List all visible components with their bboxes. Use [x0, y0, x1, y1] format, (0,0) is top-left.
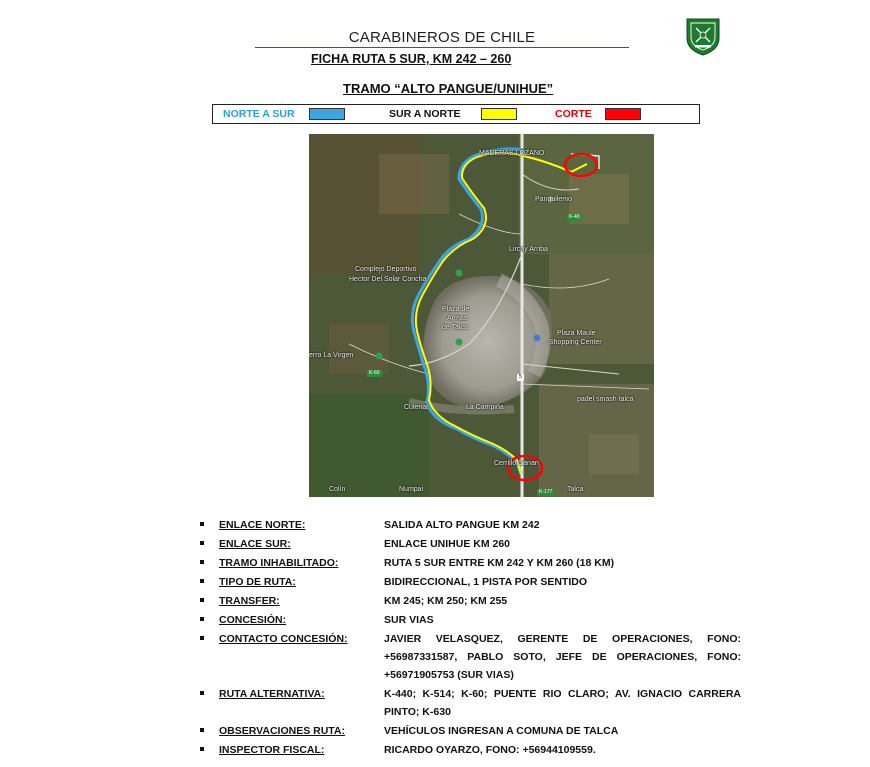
legend-label-norte-a-sur: NORTE A SUR [223, 108, 295, 120]
organization-title: CARABINEROS DE CHILE [348, 29, 536, 46]
map-label-panguilemo: Panguilemo [535, 196, 572, 203]
detail-value: ENLACE UNIHUE KM 260 [384, 538, 511, 550]
map-label-numpai: Numpai [399, 486, 424, 493]
detail-label: RUTA ALTERNATIVA: [219, 688, 325, 700]
header-divider [255, 47, 629, 48]
legend-swatch-sur-a-norte [481, 108, 517, 120]
map-label-cerrillo-canan: Cerrillo Canan [494, 460, 539, 467]
detail-label: CONTACTO CONCESIÓN: [219, 633, 348, 645]
map-label-colin: Colín [329, 486, 346, 493]
detail-value: VEHÍCULOS INGRESAN A COMUNA DE TALCA [384, 725, 619, 737]
detail-value: JAVIER VELASQUEZ, GERENTE DE OPERACIONES, FONO: +56987331587, PABLO SOTO, JEFE DE OPERACIONES, FONO: +56971905753 (SUR VIAS) [384, 633, 741, 681]
legend-swatch-norte-a-sur [309, 108, 345, 120]
detail-label: TRANSFER: [219, 595, 280, 607]
detail-value: KM 245; KM 250; KM 255 [384, 595, 508, 607]
section-title: TRAMO “ALTO PANGUE/UNIHUE” [343, 81, 554, 96]
map-label-plaza-maule: Plaza Maule [557, 330, 596, 337]
carabineros-badge-icon [684, 16, 722, 56]
route-map [309, 134, 654, 497]
detail-label: TIPO DE RUTA: [219, 576, 296, 588]
legend-label-sur-a-norte: SUR A NORTE [389, 108, 461, 120]
road-tag-k177: K-177 [539, 489, 553, 495]
bullet-icon [200, 728, 204, 732]
satellite-map-image [309, 134, 654, 497]
road-tag-k60: K-60 [369, 370, 380, 376]
bullet-icon [200, 560, 204, 564]
detail-value: BIDIRECCIONAL, 1 PISTA POR SENTIDO [384, 576, 588, 588]
park-pin-icon [456, 270, 463, 277]
detail-label: OBSERVACIONES RUTA: [219, 725, 346, 737]
map-label-culenar: Culenar [404, 404, 429, 411]
bullet-icon [200, 598, 204, 602]
map-label-complejo-deportivo: Complejo Deportivo [355, 266, 417, 273]
map-label-la-campina: La Campiña [466, 404, 504, 411]
legend-label-corte: CORTE [555, 108, 592, 120]
cerro-pin-icon [376, 353, 383, 360]
bullet-icon [200, 617, 204, 621]
map-label-plaza-de-armas-3: de Talca [442, 324, 468, 331]
detail-value: RICARDO OYARZO, FONO: +56944109559. [384, 744, 596, 756]
map-label-shopping-center: Shopping Center [549, 339, 602, 346]
map-label-lircay-arriba: Lircay Arriba [509, 246, 548, 253]
detail-value: K-440; K-514; K-60; PUENTE RIO CLARO; AV. IGNACIO CARRERA PINTO; K-630 [384, 688, 741, 718]
map-label-plaza-de-armas-2: Armas [447, 315, 468, 322]
detail-value: RUTA 5 SUR ENTRE KM 242 Y KM 260 (18 KM) [384, 557, 615, 569]
document-title: FICHA RUTA 5 SUR, KM 242 – 260 [311, 52, 512, 66]
plaza-pin-icon [456, 339, 463, 346]
detail-label: CONCESIÓN: [219, 614, 287, 626]
detail-label: ENLACE NORTE: [219, 519, 306, 531]
map-label-complejo-deportivo-2: Hector Del Solar Concha [349, 276, 427, 283]
bullet-icon [200, 579, 204, 583]
road-tag-k40: K-40 [569, 214, 580, 220]
road-tag-route-5: 5 [519, 374, 522, 380]
bullet-icon [200, 522, 204, 526]
detail-label: INSPECTOR FISCAL: [219, 744, 325, 756]
detail-label: ENLACE SUR: [219, 538, 291, 550]
detail-value: SALIDA ALTO PANGUE KM 242 [384, 519, 540, 531]
bullet-icon [200, 747, 204, 751]
bullet-icon [200, 636, 204, 640]
map-label-plaza-de-armas: Plaza de [442, 306, 470, 313]
shopping-pin-icon [534, 335, 541, 342]
map-label-cerro-la-virgen: erro La Virgen [309, 352, 354, 359]
route-legend [212, 104, 700, 124]
map-label-talca-south: Talca [567, 486, 584, 493]
map-label-maderas-lozano: MADERAS LOZANO [479, 150, 545, 157]
map-label-padel-smash-talca: padel smash talca [577, 396, 634, 403]
detail-value: SUR VIAS [384, 614, 434, 626]
bullet-icon [200, 541, 204, 545]
detail-label: TRAMO INHABILITADO: [219, 557, 339, 569]
legend-swatch-corte [605, 108, 641, 120]
bullet-icon [200, 691, 204, 695]
